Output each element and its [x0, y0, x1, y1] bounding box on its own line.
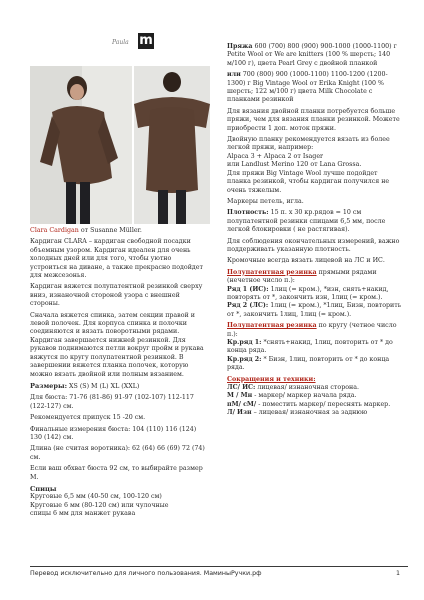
- model-photo-front: [30, 66, 132, 224]
- half-brioche-flat-heading: [227, 269, 402, 286]
- abbr-3: [227, 401, 402, 409]
- needles-line-3: спицы 6 мм для манжет рукава: [30, 510, 136, 518]
- gauge-note: Для соблюдения окончательных измерений, важно поддерживать указанную плотность.: [227, 237, 400, 253]
- double-band-advice: Двойную планку рекомендуется вязать из более легкой пряжи, например:: [227, 136, 390, 152]
- yarn-option-2: [227, 71, 402, 105]
- ease-text: Рекомендуется припуск 15 -20 см.: [30, 414, 146, 422]
- pattern-title: [30, 227, 210, 235]
- row-2-text: 1лиц (= кром.), *1лиц, Бизн, повторить от *, закончить 1лиц, 1лиц (= кром.).: [227, 302, 402, 318]
- edge-stitch-note: Кромочные всегда вязать лицевой на ЛС и ИС.: [227, 257, 385, 265]
- needles-line-2: Круговые 6 мм (80-120 см) или чулочные: [30, 501, 169, 509]
- yarn-or-label: или: [227, 71, 241, 79]
- yarn-label: Пряжа: [227, 43, 253, 50]
- round-1: [227, 339, 402, 356]
- alt-yarn-note: Для пряжи Big Vintage Wool лучше подойдет планка резинкой, чтобы кардиган получился не очень тяжелым.: [227, 169, 390, 194]
- abbr-3-text: - поместить маркер/ переснять маркер.: [256, 400, 391, 408]
- sizes-line: [30, 382, 210, 391]
- construction-text: Кардиган вяжется полупатентной резинкой сверху вниз, изнаночной стороной узора с внешней стороны.: [30, 283, 203, 308]
- construction-detail: Сначала вяжется спинка, затем секции правой и левой полочек. Для корпуса спинка и полочки соединяются и вязать поворотными рядами. Кардиган завершается нижней резинкой. Для рукавов поднимаются петли вокруг пройм и рукава вяжутся по кругу полупатентной резинкой. В завершении вяжется планка полочек, которую можно вязать двойной или полным вязанием.: [30, 311, 204, 378]
- page-number: 1: [395, 570, 400, 577]
- half-brioche-round-title: Полупатентная резинка: [227, 322, 317, 330]
- brand-logo: [112, 33, 212, 51]
- abbr-2: [227, 392, 402, 400]
- logo-letter: m: [139, 33, 153, 48]
- round-2-text: * Бизн, 1лиц, повторить от * до конца ряда.: [227, 355, 390, 372]
- row-2-label: Ряд 2 (ЛС):: [227, 302, 269, 310]
- right-column: [227, 43, 402, 418]
- bust-size: Для бюста: 71-76 (81-86) 91-97 (102-107) 112-117 (122-127) см.: [30, 394, 194, 410]
- footer-text: Перевод исключительно для личного пользования. МаминыРучки.рф: [30, 570, 262, 577]
- model-photo-back: [134, 66, 210, 224]
- title-author: от Susanne Müller.: [78, 227, 142, 234]
- left-column: [30, 227, 210, 519]
- abbr-4-text: – лицевая/ изнаночная за заднюю: [251, 409, 368, 417]
- logo-script: Paula: [112, 39, 129, 46]
- half-brioche-flat-rest: прямыми рядами (нечетное число п.):: [227, 268, 377, 285]
- yarn-option-1: [227, 43, 402, 68]
- title-name: Clara Cardigan: [30, 227, 79, 234]
- abbr-2-text: - маркер/ маркер начала ряда.: [252, 392, 357, 400]
- notions-text: Маркеры петель, игла.: [227, 197, 304, 205]
- sizes-label: Размеры:: [30, 381, 68, 390]
- round-2: [227, 356, 402, 373]
- sizes-values: XS (S) M (L) XL (XXL): [67, 382, 140, 390]
- intro-text: Кардиган CLARA – кардиган свободной посадки объемным узором. Кардиган идеален для очень холодных дней или для того, чтобы уютно устроиться на диване, а также прекрасно подойдет для межсезонья.: [30, 238, 203, 280]
- round-1-label: Кр.ряд 1:: [227, 339, 262, 346]
- needles-line-1: Круговые 6,5 мм (40-50 см, 100-120 см): [30, 493, 162, 501]
- page-footer: [30, 566, 408, 577]
- alt-yarn-1: Alpaca 3 + Alpaca 2 от Isager: [227, 152, 324, 160]
- model-size-note: Если ваш обхват бюста 92 см, то выбирайте размер M.: [30, 465, 203, 481]
- length-text: Длина (не считая воротника): 62 (64) 66 (69) 72 (74) см.: [30, 445, 205, 461]
- row-1-text: 1лиц (= кром.), *изн, снять+накид, повторять от *, закончить изн, 1лиц (= кром.).: [227, 285, 389, 301]
- abbr-4-label: Л/ Изн: [227, 409, 252, 417]
- yarn-option-1-text: 600 (700) 800 (900) 900-1000 (1000-1100) г Petite Wool от We are knitters (100 % шерсть; 140 м/100 г), цвета Pearl Grey с двойной планкой: [227, 43, 397, 67]
- half-brioche-round-heading: [227, 322, 402, 339]
- abbr-3-label: пМ/ сМ/: [227, 400, 257, 408]
- double-band-note: Для вязания двойной планки потребуется больше пряжи, чем для вязания планки резинкой. Можете приобрести 1 доп. моток пряжи.: [227, 107, 400, 132]
- round-2-label: Кр.ряд 2:: [227, 355, 262, 363]
- row-1: [227, 286, 402, 303]
- alt-yarn-2: или Landlust Merino 120 от Lana Grossa.: [227, 161, 362, 169]
- row-1-label: Ряд 1 (ИС):: [227, 285, 269, 293]
- abbr-4: [227, 409, 402, 417]
- gauge-text: 15 п. x 30 кр.рядов = 10 см полупатентной резинки спицами 6,5 мм, после легкой блокировки ( не растягивая).: [227, 209, 386, 234]
- needles-heading: Спицы: [30, 484, 57, 493]
- round-1-text: *снять+накид, 1лиц, повторить от * до конца ряда.: [227, 339, 393, 355]
- abbr-1-label: ЛС/ ИС:: [227, 384, 256, 392]
- row-2: [227, 302, 402, 319]
- final-measurements: Финальные измерения бюста: 104 (110) 116 (124) 130 (142) см.: [30, 425, 197, 441]
- abbr-1-text: лицевая/ изнаночная сторона.: [255, 384, 359, 392]
- gauge-line: [227, 209, 402, 234]
- gauge-label: Плотность:: [227, 209, 269, 217]
- abbr-1: [227, 384, 402, 392]
- half-brioche-flat-title: Полупатентная резинка: [227, 268, 317, 276]
- abbreviations-heading: Сокращения и техники:: [227, 375, 316, 383]
- abbr-2-label: М / Мн: [227, 392, 253, 400]
- half-brioche-round-rest: по кругу (четное число п.):: [227, 322, 397, 338]
- yarn-option-2-text: 700 (800) 900 (1000-1100) 1100-1200 (1200-1300) г Big Vintage Wool от Erika Knight (100 % шерсть; 122 м/100 г) цвета Milk Chocolate с планками резинкой: [227, 71, 388, 104]
